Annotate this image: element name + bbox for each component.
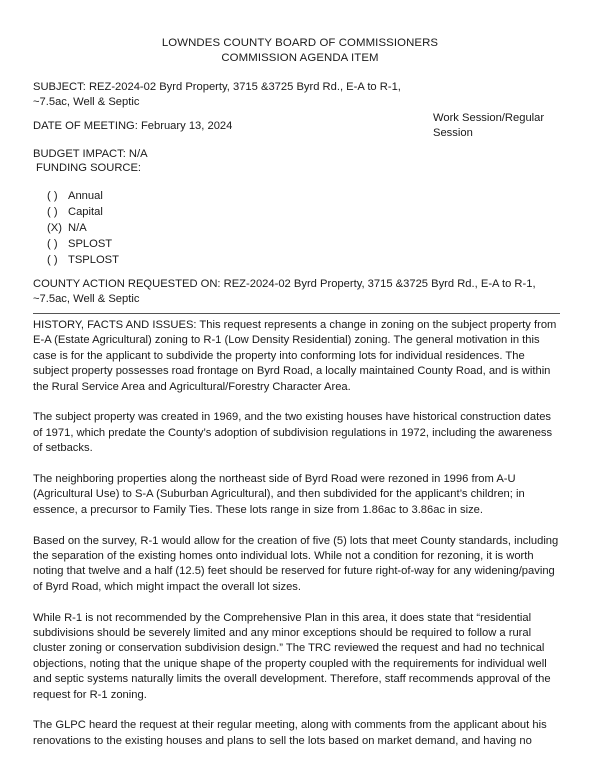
paragraph-property-creation: The subject property was created in 1969, and the two existing houses have historical construction dates of 1971, which predate the County’s adoption of subdivision regulations in 1972, including the awareness of setbacks. bbox=[33, 411, 553, 455]
paragraph-glpc: The GLPC heard the request at their regular meeting, along with comments from the applicant about his renovations to the existing houses and plans to sell the lots based on market demand, and having no bbox=[33, 719, 547, 747]
meeting-date: DATE OF MEETING: February 13, 2024 bbox=[33, 120, 233, 132]
subject-line: SUBJECT: REZ-2024-02 Byrd Property, 3715 &3725 Byrd Rd., E-A to R-1, ~7.5ac, Well & Septic bbox=[33, 81, 401, 109]
county-action-requested: COUNTY ACTION REQUESTED ON: REZ-2024-02 Byrd Property, 3715 &3725 Byrd Rd., E-A to R-1, ~7.5ac, Well & Septic bbox=[33, 278, 536, 306]
org-title: LOWNDES COUNTY BOARD OF COMMISSIONERS bbox=[161, 37, 439, 49]
paragraph-neighboring-properties: The neighboring properties along the northeast side of Byrd Road were rezoned in 1996 from A-U (Agricultural Use) to S-A (Suburban Agricultural), and then subdivided for the applicant’s children; in essence, a precursor to Family Ties. These lots range in size from 1.86ac to 3.86ac in size. bbox=[33, 473, 525, 516]
document-type-title: COMMISSION AGENDA ITEM bbox=[221, 52, 379, 64]
funding-checkbox-mark: ( ) bbox=[47, 254, 58, 266]
funding-option-na bbox=[47, 220, 119, 236]
history-facts-issues bbox=[33, 318, 563, 765]
funding-option-splost bbox=[47, 236, 119, 252]
funding-source-label: FUNDING SOURCE: bbox=[36, 162, 142, 174]
paragraph-survey: Based on the survey, R-1 would allow for the creation of five (5) lots that meet County standards, including the separation of the existing homes onto individual lots. While not a condition for rezoning, it is worth noting that twelve and a half (12.5) feet should be reserved for future right-of-way for any widening/paving of Byrd Road, which might impact the overall lot sizes. bbox=[33, 534, 559, 593]
funding-option-label: N/A bbox=[68, 222, 87, 234]
funding-checkbox-mark: ( ) bbox=[47, 238, 58, 250]
funding-option-label: Annual bbox=[68, 190, 103, 202]
session-type: Work Session/Regular Session bbox=[433, 112, 545, 140]
funding-option-tsplost bbox=[47, 252, 119, 268]
funding-checkbox-mark: ( ) bbox=[47, 206, 58, 218]
funding-checkbox-mark: ( ) bbox=[47, 190, 58, 202]
paragraph-comprehensive-plan: While R-1 is not recommended by the Comprehensive Plan in this area, it does state that “residential subdivisions should be severely limited and any minor exceptions should be required to follow a rural cluster zoning or conservation subdivision design.” The TRC reviewed the request and had no technical objections, noting that the unique shape of the property coupled with the requirements for individual well and septic systems naturally limits the overall development. Therefore, staff recommends approval of the request for R-1 zoning. bbox=[33, 611, 551, 701]
funding-option-label: TSPLOST bbox=[68, 254, 119, 266]
paragraph-history: HISTORY, FACTS AND ISSUES: This request represents a change in zoning on the subject property from E-A (Estate Agricultural) zoning to R-1 (Low Density Residential) zoning. The general motivation in this case is for the applicant to subdivide the property into conforming lots for individual residences. The subject property possesses road frontage on Byrd Road, a locally maintained County Road, and is within the Rural Service Area and Agricultural/Forestry Character Area. bbox=[33, 319, 557, 393]
section-divider bbox=[33, 313, 560, 314]
funding-checkbox-mark: (X) bbox=[47, 222, 62, 234]
funding-option-label: SPLOST bbox=[68, 238, 113, 250]
funding-option-annual bbox=[47, 188, 119, 204]
budget-impact: BUDGET IMPACT: N/A bbox=[33, 148, 148, 160]
funding-option-capital bbox=[47, 204, 119, 220]
funding-source-list bbox=[47, 188, 119, 268]
funding-option-label: Capital bbox=[68, 206, 103, 218]
